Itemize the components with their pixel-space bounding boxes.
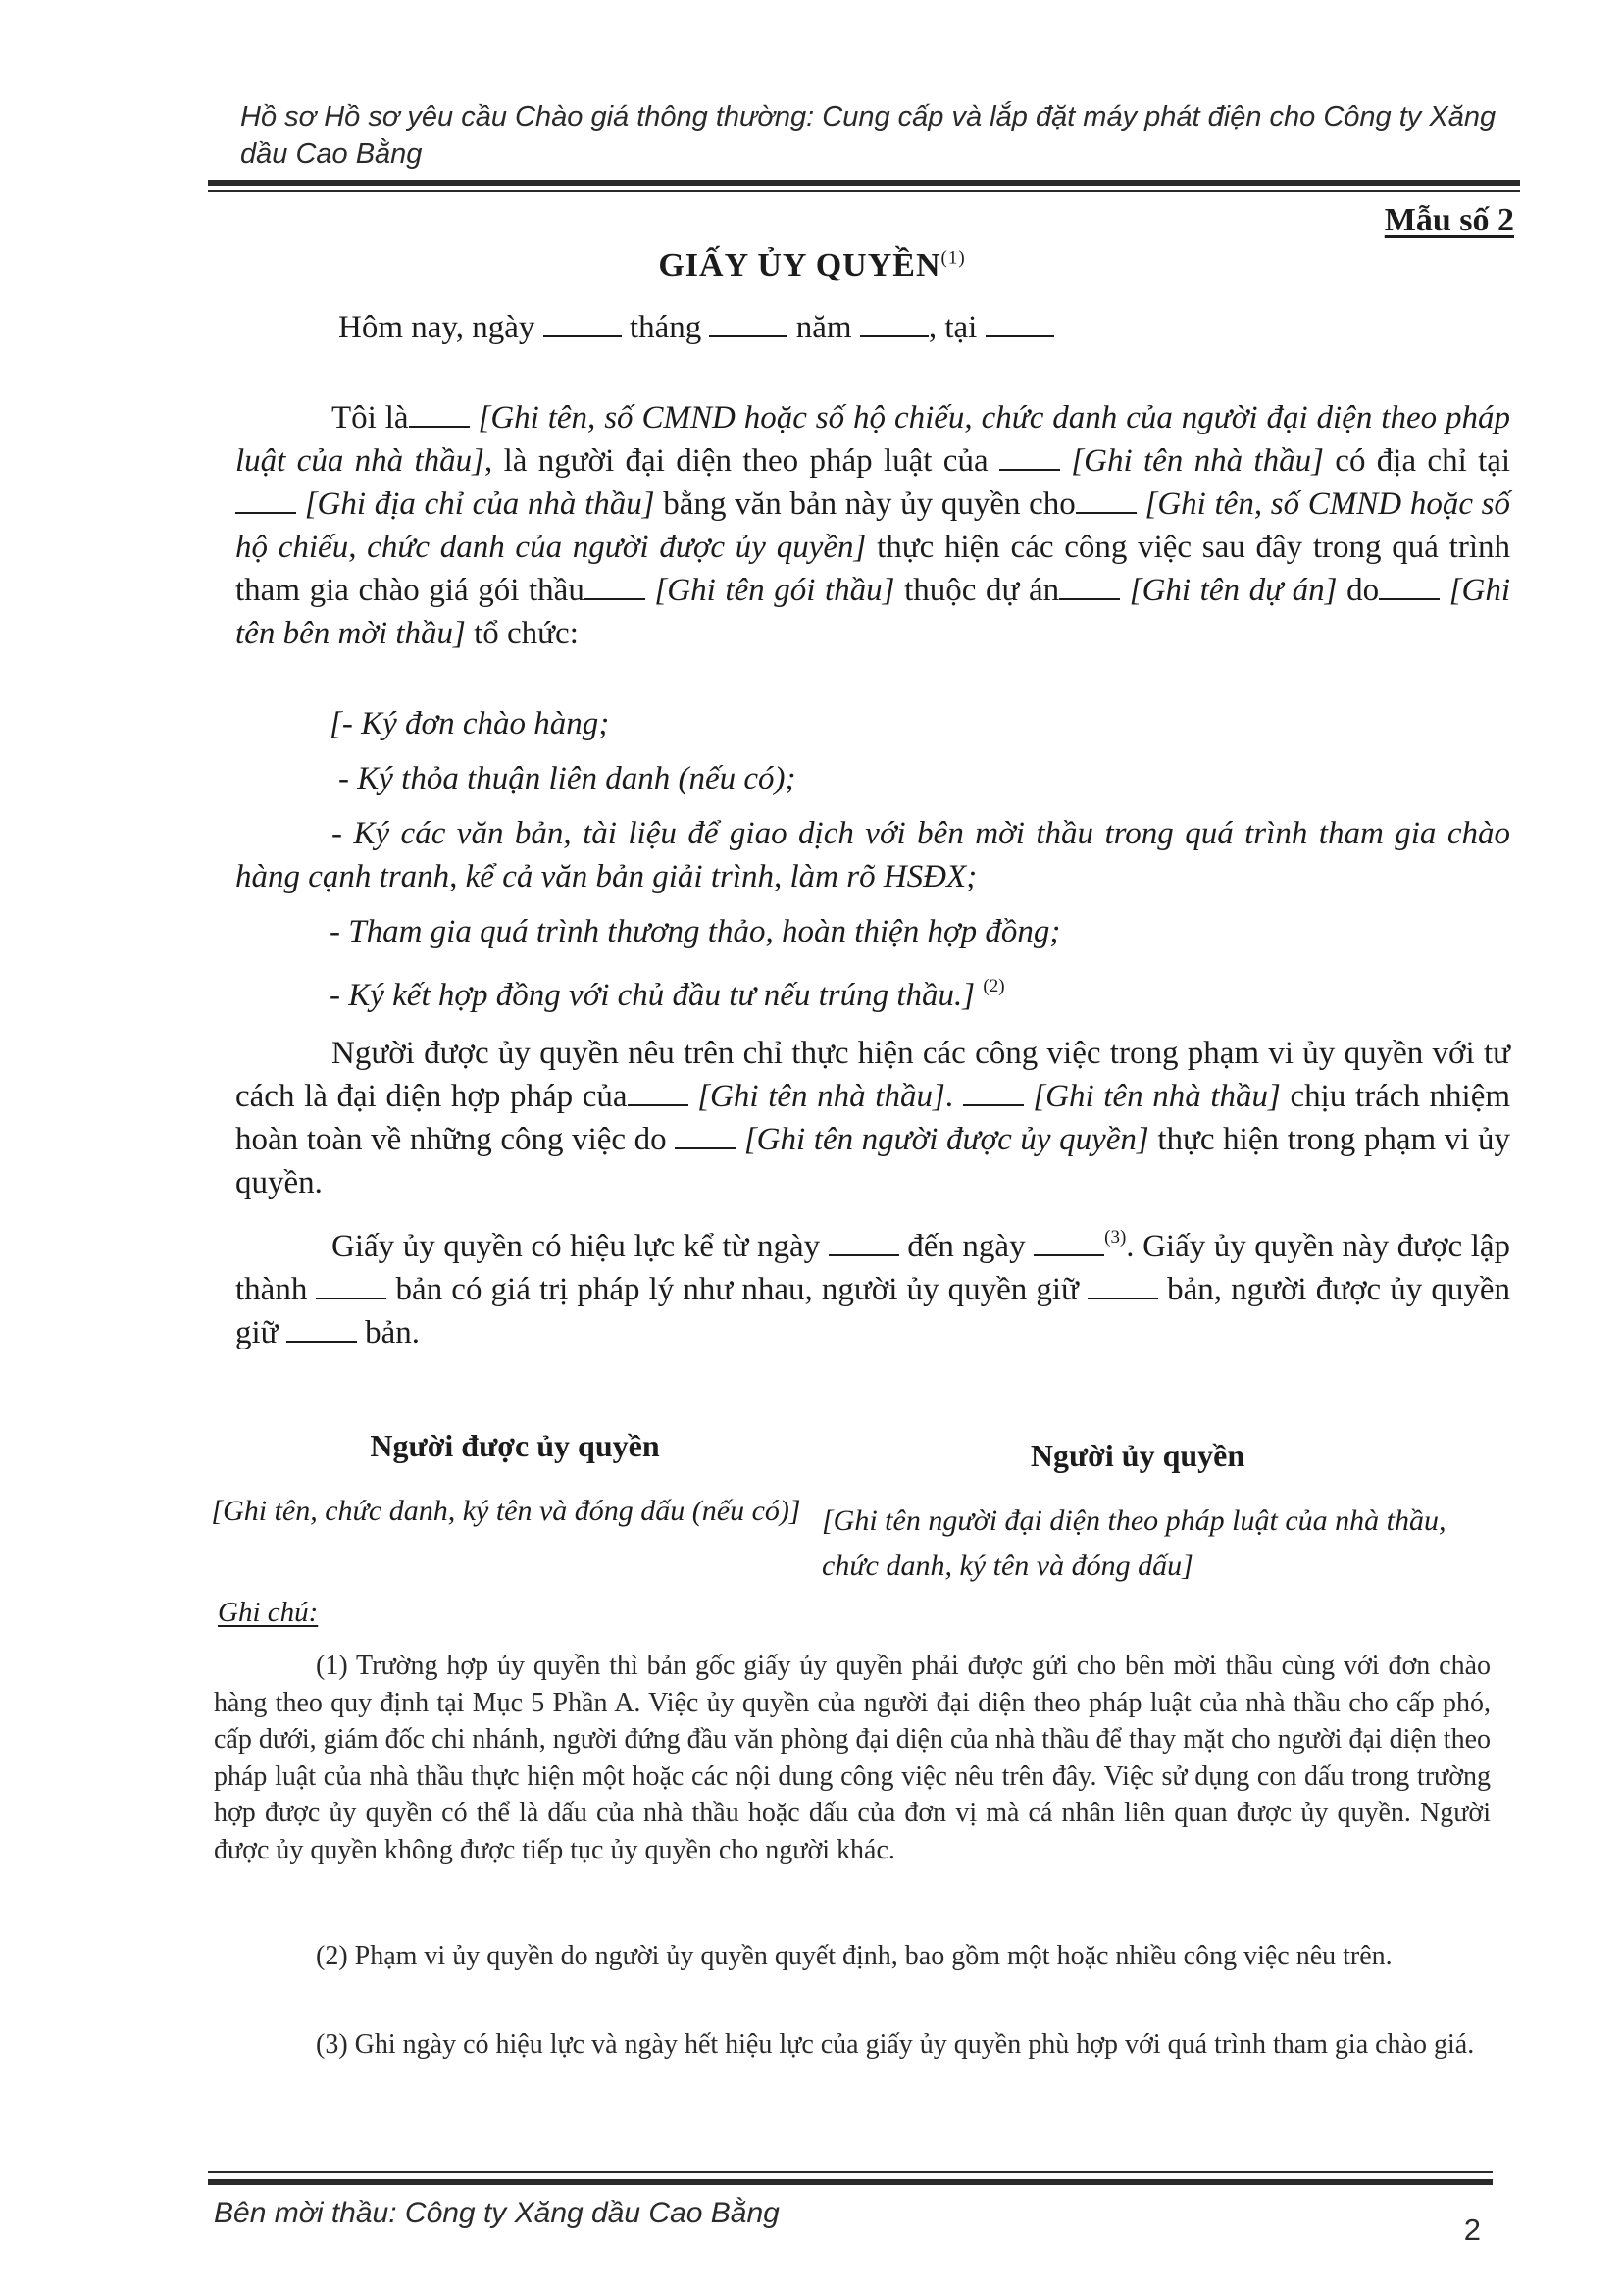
document-title-text: GIẤY ỦY QUYỀN	[658, 247, 941, 283]
blank	[675, 1120, 736, 1149]
placeholder-representative: [Ghi tên, số CMND hoặc số hộ chiếu, chức danh của người đại diện theo pháp luật của nhà thầu]	[235, 400, 1510, 479]
blank-place	[986, 308, 1054, 337]
para3-text: Giấy ủy quyền có hiệu lực kể từ ngày	[331, 1229, 821, 1264]
blank	[1076, 484, 1137, 514]
blank	[628, 1077, 688, 1106]
para1-text: Tôi là	[331, 400, 409, 435]
blank-day	[543, 308, 622, 337]
para3-text: . Giấy ủy quyền này được lập thành	[235, 1229, 1511, 1307]
placeholder-contractor: [Ghi tên nhà thầu]	[697, 1079, 945, 1114]
para2-text: chịu trách nhiệm hoàn toàn về những công việc do	[235, 1079, 1511, 1157]
para3-text: bản có giá trị pháp lý như nhau, người ủy quyền giữ	[395, 1272, 1079, 1307]
para3-text: bản, người được ủy quyền giữ	[235, 1272, 1511, 1350]
blank	[1379, 571, 1440, 600]
footer-rule-thick	[208, 2179, 1493, 2185]
notes-title: Ghi chú:	[218, 1597, 319, 1628]
placeholder-address: [Ghi địa chỉ của nhà thầu]	[304, 486, 655, 522]
signature-right-title: Người ủy quyền	[1030, 1438, 1245, 1473]
signature-left-note: [Ghi tên, chức danh, ký tên và đóng dấu (nếu có)]	[211, 1495, 801, 1527]
blank-month	[709, 308, 787, 337]
blank	[584, 571, 645, 600]
para2-text: .	[944, 1079, 954, 1114]
para1-text: tổ chức:	[474, 616, 579, 651]
blank	[409, 398, 470, 428]
placeholder-authorized-person: [Ghi tên người được ủy quyền]	[743, 1122, 1149, 1157]
para1-text: do	[1346, 573, 1380, 608]
date-line-place-label: , tại	[928, 310, 978, 345]
list-footnote-ref: (2)	[983, 976, 1005, 996]
blank-copies-grantee	[286, 1313, 357, 1343]
para1-text: , là người đại diện theo pháp luật của	[484, 443, 989, 479]
list-item-text: - Ký kết hợp đồng với chủ đầu tư nếu trúng thầu.]	[330, 978, 976, 1013]
blank	[999, 441, 1060, 471]
blank	[235, 484, 296, 514]
form-number: Mẫu số 2	[1384, 202, 1514, 238]
para3-text: đến ngày	[907, 1229, 1026, 1264]
placeholder-package: [Ghi tên gói thầu]	[654, 573, 895, 608]
list-item	[235, 812, 1510, 898]
header-rule-thick	[208, 180, 1520, 186]
placeholder-contractor: [Ghi tên nhà thầu]	[1071, 443, 1324, 479]
para1-text: có địa chỉ tại	[1335, 443, 1511, 479]
blank-year	[860, 308, 929, 337]
para1-text: thực hiện các công việc sau đây trong quá trình tham gia chào giá gói thầu	[235, 530, 1510, 608]
date-line-month-label: tháng	[629, 310, 702, 345]
list-item: - Tham gia quá trình thương thảo, hoàn thiện hợp đồng;	[330, 914, 1061, 949]
signature-left-title: Người được ủy quyền	[370, 1428, 660, 1463]
placeholder-project: [Ghi tên dự án]	[1129, 573, 1338, 608]
page-footer: Bên mời thầu: Công ty Xăng dầu Cao Bằng	[214, 2197, 780, 2229]
list-item-text: - Ký các văn bản, tài liệu để giao dịch với bên mời thầu trong quá trình tham gia chào hàng cạnh tranh, kể cả văn bản giải trình, làm rõ HSĐX;	[235, 816, 1510, 894]
blank-end-date	[1034, 1227, 1104, 1256]
note-item: (1) Trường hợp ủy quyền thì bản gốc giấy ủy quyền phải được gửi cho bên mời thầu cùng với đơn chào hàng theo quy định tại Mục 5 Phần A. Việc ủy quyền của người đại diện theo pháp luật của nhà thầu cho cấp phó, cấp dưới, giám đốc chi nhánh, người đứng đầu văn phòng đại diện của nhà thầu để thay mặt cho người đại diện theo pháp luật của nhà thầu thực hiện một hoặc các nội dung công việc nêu trên đây. Việc sử dụng con dấu trong trường hợp được ủy quyền có thể là dấu của nhà thầu hoặc dấu của đơn vị mà cá nhân liên quan được ủy quyền. Người được ủy quyền không được tiếp tục ủy quyền cho người khác.	[214, 1651, 1491, 1865]
placeholder-procuring-entity: [Ghi tên bên mời thầu]	[235, 573, 1511, 651]
title-footnote-ref: (1)	[940, 247, 966, 269]
page-header: Hồ sơ Hồ sơ yêu cầu Chào giá thông thường: Cung cấp và lắp đặt máy phát điện cho Công ty Xăng dầu Cao Bằng	[240, 101, 1497, 170]
para2-text: thực hiện trong phạm vi ủy quyền.	[235, 1122, 1510, 1200]
note-item: (2) Phạm vi ủy quyền do người ủy quyền quyết định, bao gồm một hoặc nhiều công việc nêu trên.	[316, 1941, 1393, 1971]
blank	[963, 1077, 1024, 1106]
blank-copies-grantor	[1088, 1270, 1158, 1299]
list-item	[330, 965, 1005, 1017]
blank-copies	[316, 1270, 386, 1299]
paragraph-validity	[235, 1216, 1510, 1354]
header-rule-thin	[208, 190, 1520, 192]
placeholder-contractor: [Ghi tên nhà thầu]	[1033, 1079, 1281, 1114]
date-line	[338, 306, 1417, 349]
list-item: - Ký thỏa thuận liên danh (nếu có);	[338, 761, 796, 796]
date-line-year-label: năm	[795, 310, 852, 345]
para1-text: thuộc dự án	[904, 573, 1060, 608]
placeholder-authorized-person: [Ghi tên, số CMND hoặc số hộ chiếu, chức danh của người được ủy quyền]	[235, 486, 1510, 565]
paragraph-authorization	[235, 396, 1510, 655]
blank-start-date	[829, 1227, 899, 1256]
para3-text: bản.	[365, 1315, 420, 1350]
list-item: [- Ký đơn chào hàng;	[330, 706, 610, 741]
footer-rule-thin	[208, 2171, 1493, 2173]
date-line-day-label: Hôm nay, ngày	[338, 310, 535, 345]
document-title	[0, 247, 1624, 284]
signature-right-note: [Ghi tên người đại diện theo pháp luật của nhà thầu, chức danh, ký tên và đóng dấu]	[822, 1504, 1446, 1582]
validity-footnote-ref: (3)	[1104, 1227, 1127, 1247]
para1-text: bằng văn bản này ủy quyền cho	[663, 486, 1076, 522]
page-number: 2	[1463, 2213, 1481, 2247]
paragraph-responsibility	[235, 1032, 1510, 1204]
blank	[1059, 571, 1120, 600]
note-item: (3) Ghi ngày có hiệu lực và ngày hết hiệu lực của giấy ủy quyền phù hợp với quá trình tham gia chào giá.	[316, 2029, 1475, 2060]
para2-text: Người được ủy quyền nêu trên chỉ thực hiện các công việc trong phạm vi ủy quyền với tư cách là đại diện hợp pháp của	[235, 1036, 1510, 1114]
